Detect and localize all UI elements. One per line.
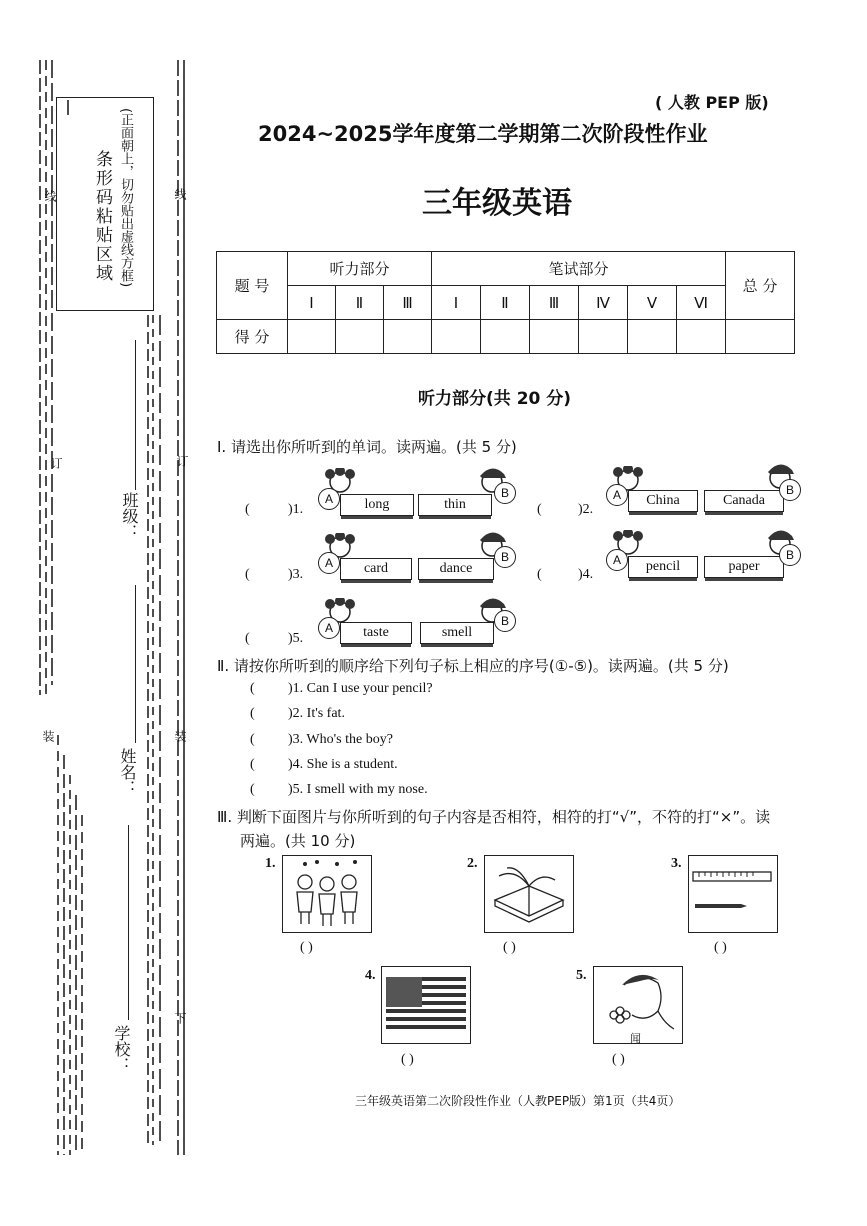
option-b-word[interactable] [418,558,494,580]
option-a-word[interactable] [340,494,414,516]
subject-title: 三年级英语 [422,186,572,221]
class-field[interactable] [135,340,136,490]
score-cell[interactable] [530,320,579,354]
col-writing-4: Ⅳ [579,286,628,320]
score-cell-total[interactable] [726,320,795,354]
option-a-text: China [646,493,680,508]
answer-paren[interactable]: ( ) [300,940,313,955]
s2-sentence-4: )4. She is a student. [288,757,398,772]
option-a-text: pencil [645,559,681,574]
option-a-word[interactable] [628,556,698,578]
s2-answer-paren[interactable]: ( [250,706,255,721]
s2-answer-paren[interactable]: ( [250,782,255,797]
score-cell[interactable] [677,320,726,354]
answer-paren[interactable]: ( [245,567,250,582]
option-a-word[interactable] [628,490,698,512]
s2-sentence-3: )3. Who's the boy? [288,732,393,747]
score-cell[interactable] [432,320,481,354]
answer-paren[interactable]: ( ) [612,1052,625,1067]
col-writing-1: Ⅰ [432,286,481,320]
option-a-badge: A [318,488,340,510]
answer-paren[interactable]: ( ) [714,940,727,955]
item-number: )1. [288,502,304,517]
ding-mark-left: 订 [49,457,63,469]
score-cell[interactable] [628,320,677,354]
xia-mark: 下 [173,1012,187,1024]
score-cell[interactable] [288,320,336,354]
s2-answer-paren[interactable]: ( [250,757,255,772]
pic-number: 4. [365,968,376,983]
col-listening-1: Ⅰ [288,286,336,320]
score-cell[interactable] [384,320,432,354]
item-number: )3. [288,567,304,582]
option-b-badge: B [494,610,516,632]
line-mark-left: 线 [43,190,57,202]
book-icon [485,856,573,932]
pic5-caption: 闻 [630,1032,641,1045]
pic-number: 1. [265,856,276,871]
option-a-text: taste [363,625,389,640]
option-a-badge: A [606,549,628,571]
section3-title-line1: Ⅲ. 判断下面图片与你所听到的句子内容是否相符，相符的打“√”，不符的打“×”。读 [217,808,771,826]
row-label-number: 题 号 [217,252,288,320]
ding-mark-right: 订 [175,455,189,467]
col-writing-3: Ⅲ [530,286,579,320]
option-a-badge: A [606,484,628,506]
option-a-text: long [364,497,390,512]
barcode-note: (正面朝上，切勿贴出虚线方框) [118,108,133,288]
col-writing-5: Ⅴ [628,286,677,320]
score-cell[interactable] [579,320,628,354]
class-label: 班级： [120,492,139,540]
col-listening-2: Ⅱ [336,286,384,320]
zhuang-mark-right: 装 [173,730,187,742]
picture-ruler [688,855,778,933]
item-number: )4. [578,567,594,582]
s2-sentence-5: )5. I smell with my nose. [288,782,428,797]
singing-kids-icon [283,856,371,932]
header-listening: 听力部分 [288,252,432,286]
school-label: 学校： [112,1025,131,1073]
option-b-word[interactable] [704,556,784,578]
section1-title: Ⅰ. 请选出你所听到的单词。读两遍。(共 5 分) [217,438,517,456]
school-field[interactable] [128,825,129,1020]
header-writing: 笔试部分 [432,252,726,286]
score-table [216,251,795,354]
col-listening-3: Ⅲ [384,286,432,320]
answer-paren[interactable]: ( [245,502,250,517]
answer-paren[interactable]: ( [537,567,542,582]
page-title: 2024~2025学年度第二学期第二次阶段性作业 [258,122,708,146]
option-b-badge: B [494,546,516,568]
option-a-badge: A [318,552,340,574]
section3-title-line2: 两遍。(共 10 分) [240,832,356,850]
listening-title: 听力部分(共 20 分) [418,389,572,409]
option-a-badge: A [318,617,340,639]
option-b-text: dance [439,561,473,576]
option-a-word[interactable] [340,622,412,644]
s2-answer-paren[interactable]: ( [250,681,255,696]
us-flag-icon [382,967,470,1043]
item-number: )5. [288,631,304,646]
col-writing-6: Ⅵ [677,286,726,320]
answer-paren[interactable]: ( ) [401,1052,414,1067]
name-label: 姓名： [118,748,137,796]
pic-number: 5. [576,968,587,983]
answer-paren[interactable]: ( ) [503,940,516,955]
option-b-word[interactable] [704,490,784,512]
option-a-text: card [363,561,389,576]
header-total: 总 分 [726,252,795,320]
picture-singing [282,855,372,933]
score-cell[interactable] [481,320,530,354]
option-b-badge: B [779,544,801,566]
col-writing-2: Ⅱ [481,286,530,320]
pic-number: 2. [467,856,478,871]
option-b-text: paper [728,559,760,574]
option-b-text: smell [441,625,473,640]
barcode-label: 条形码粘贴区域 [92,150,112,283]
row-label-score: 得 分 [217,320,288,354]
s2-sentence-1: )1. Can I use your pencil? [288,681,433,696]
name-field[interactable] [135,585,136,743]
option-b-badge: B [494,482,516,504]
answer-paren[interactable]: ( [537,502,542,517]
option-b-word[interactable] [420,622,494,644]
pic-number: 3. [671,856,682,871]
item-number: )2. [578,502,594,517]
edition-label: ( 人教 PEP 版) [655,93,769,112]
s2-sentence-2: )2. It's fat. [288,706,345,721]
section2-title: Ⅱ. 请按你所听到的顺序给下列句子标上相应的序号(①-⑤)。读两遍。(共 5 分) [217,657,729,675]
option-a-word[interactable] [340,558,412,580]
option-b-text: Canada [723,493,765,508]
ruler-pencil-icon [689,856,777,932]
s2-answer-paren[interactable]: ( [250,732,255,747]
picture-book [484,855,574,933]
zhuang-mark-left: 装 [41,730,55,742]
picture-flag [381,966,471,1044]
option-b-badge: B [779,479,801,501]
line-mark-right: 线 [173,188,187,200]
page-footer: 三年级英语第二次阶段性作业（人教PEP版）第1页（共4页） [355,1094,681,1108]
score-cell[interactable] [336,320,384,354]
option-b-word[interactable] [418,494,492,516]
answer-paren[interactable]: ( [245,631,250,646]
option-b-text: thin [444,497,466,512]
